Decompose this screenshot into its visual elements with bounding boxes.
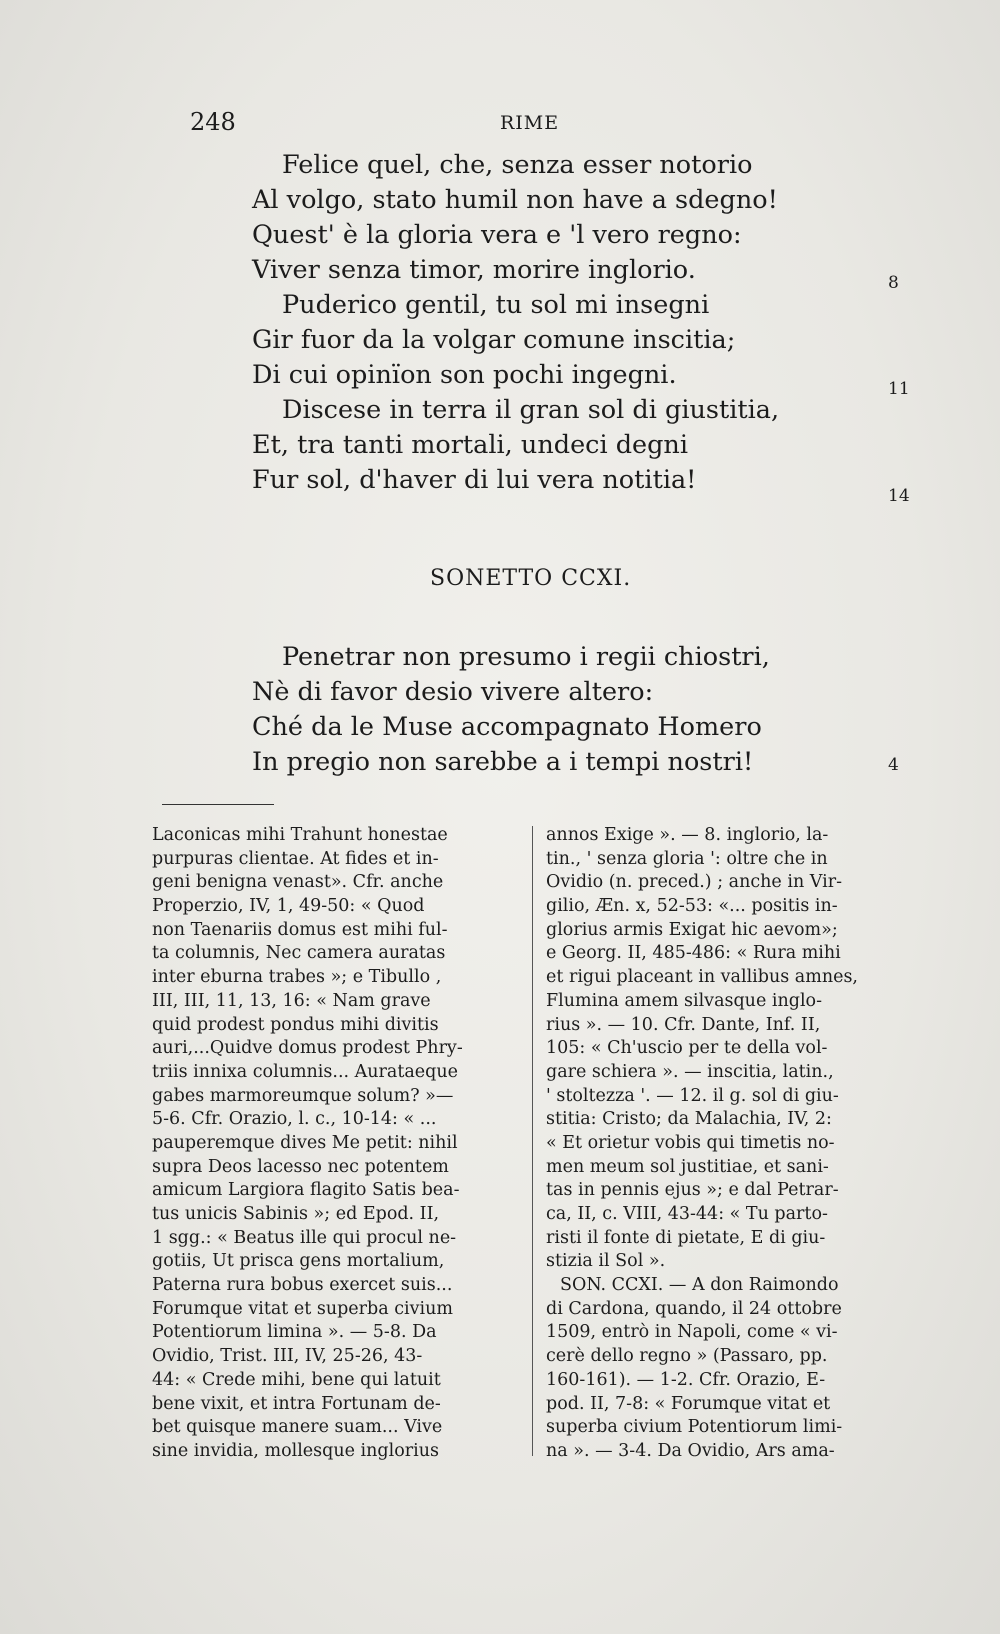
note-line: stizia il Sol ». [546,1251,666,1272]
note-line: tas in pennis ejus »; e dal Petrar- [546,1180,839,1201]
note-line: rius ». — 10. Cfr. Dante, Inf. II, [546,1014,821,1035]
note-line: « Et orietur vobis qui timetis no- [546,1132,835,1153]
note-line: Laconicas mihi Trahunt honestae [152,825,448,845]
note-line: cerè dello regno » (Passaro, pp. [546,1346,828,1367]
note-line: Paterna rura bobus exercet suis... [152,1275,453,1296]
verse-line: Et, tra tanti mortali, undeci degni [252,430,689,460]
running-head: RIME [500,112,560,134]
verse-line: Viver senza timor, morire inglorio. [252,255,696,285]
verse-line: Di cui opinïon son pochi ingegni. [252,360,677,390]
page-header [190,108,910,138]
note-line: III, III, 11, 13, 16: « Nam grave [152,990,431,1011]
note-line: stitia: Cristo; da Malachia, IV, 2: [546,1109,832,1130]
note-line: 1509, entrò in Napoli, come « vi- [546,1322,838,1343]
note-line: 5-6. Cfr. Orazio, l. c., 10-14: « ... [152,1109,437,1130]
sonnet-210-stanza-quatrain [252,148,779,498]
verse-line: Gir fuor da la volgar comune inscitia; [252,325,736,355]
note-line: 1 sgg.: « Beatus ille qui procul ne- [152,1227,457,1248]
note-line: purpuras clientae. At fides et in- [152,848,439,869]
note-line: Flumina amem silvasque inglo- [546,990,822,1011]
note-line: gare schiera ». — inscitia, latin., [546,1061,834,1082]
note-line: glorius armis Exigat hic aevom»; [546,919,838,940]
note-line: Ovidio, Trist. III, IV, 25-26, 43- [152,1346,423,1367]
line-number: 14 [888,486,910,506]
note-line: et rigui placeant in vallibus amnes, [546,967,858,988]
verse-line: Discese in terra il gran sol di giustitia, [282,395,780,425]
note-line: annos Exige ». — 8. inglorio, la- [546,825,829,845]
verse-line: In pregio non sarebbe a i tempi nostri! [252,747,754,777]
note-line: risti il fonte di pietate, E di giu- [546,1227,826,1248]
line-number: 11 [888,379,910,399]
note-line: SON. CCXI. — A don Raimondo [560,1275,839,1296]
note-line: supra Deos lacesso nec potentem [152,1156,449,1177]
footnotes-left-column [152,824,463,1464]
note-line: e Georg. II, 485-486: « Rura mihi [546,943,841,964]
sonnet-title: SONETTO CCXI. [430,566,632,591]
line-number: 4 [888,755,899,775]
note-line: superba civium Potentiorum limi- [546,1417,843,1438]
verse-line: Ché da le Muse accompagnato Homero [252,712,762,742]
note-line: non Taenariis domus est mihi ful- [152,919,448,940]
footnotes-right-column [546,824,858,1464]
footnote-rule [162,804,274,805]
note-line: di Cardona, quando, il 24 ottobre [546,1298,842,1319]
note-line: sine invidia, mollesque inglorius [152,1440,439,1461]
verse-line: Al volgo, stato humil non have a sdegno! [252,185,778,215]
note-line: 160-161). — 1-2. Cfr. Orazio, E- [546,1369,826,1390]
verse-line: Quest' è la gloria vera e 'l vero regno: [252,220,742,250]
note-line: triis innixa columnis... Aurataeque [152,1061,458,1082]
note-line: geni benigna venast». Cfr. anche [152,872,444,893]
note-line: bet quisque manere suam... Vive [152,1417,443,1438]
note-line: Properzio, IV, 1, 49-50: « Quod [152,896,425,917]
column-divider [532,826,533,1456]
verse-line: Fur sol, d'haver di lui vera notitia! [252,465,697,495]
note-line: 105: « Ch'uscio per te della vol- [546,1038,828,1059]
note-line: gilio, Æn. x, 52-53: «... positis in- [546,896,838,917]
note-line: pod. II, 7-8: « Forumque vitat et [546,1393,831,1414]
note-line: inter eburna trabes »; e Tibullo , [152,967,442,988]
note-line: Ovidio (n. preced.) ; anche in Vir- [546,872,842,893]
verse-line: Puderico gentil, tu sol mi insegni [282,290,710,320]
verse-line: Penetrar non presumo i regii chiostri, [282,642,770,672]
note-line: quid prodest pondus mihi divitis [152,1014,439,1035]
note-line: gotiis, Ut prisca gens mortalium, [152,1251,445,1272]
note-line: 44: « Crede mihi, bene qui latuit [152,1369,441,1390]
verse-line: Felice quel, che, senza esser notorio [282,150,753,180]
note-line: Forumque vitat et superba civium [152,1298,453,1319]
note-line: tin., ' senza gloria ': oltre che in [546,848,828,869]
note-line: na ». — 3-4. Da Ovidio, Ars ama- [546,1440,835,1461]
note-line: amicum Largiora flagito Satis bea- [152,1180,460,1201]
note-line: pauperemque dives Me petit: nihil [152,1132,458,1153]
note-line: gabes marmoreumque solum? »— [152,1085,454,1106]
note-line: Potentiorum limina ». — 5-8. Da [152,1322,437,1343]
line-number: 8 [888,273,899,293]
note-line: auri,...Quidve domus prodest Phry- [152,1038,463,1059]
sonnet-211-quatrain [252,640,770,780]
page-number: 248 [190,108,236,136]
verse-line: Nè di favor desio vivere altero: [252,677,654,707]
note-line: ' stoltezza '. — 12. il g. sol di giu- [546,1085,839,1106]
note-line: men meum sol justitiae, et sani- [546,1156,829,1177]
note-line: bene vixit, et intra Fortunam de- [152,1393,441,1414]
note-line: tus unicis Sabinis »; ed Epod. II, [152,1204,440,1224]
note-line: ta columnis, Nec camera auratas [152,943,446,964]
note-line: ca, II, c. VIII, 43-44: « Tu parto- [546,1204,828,1224]
